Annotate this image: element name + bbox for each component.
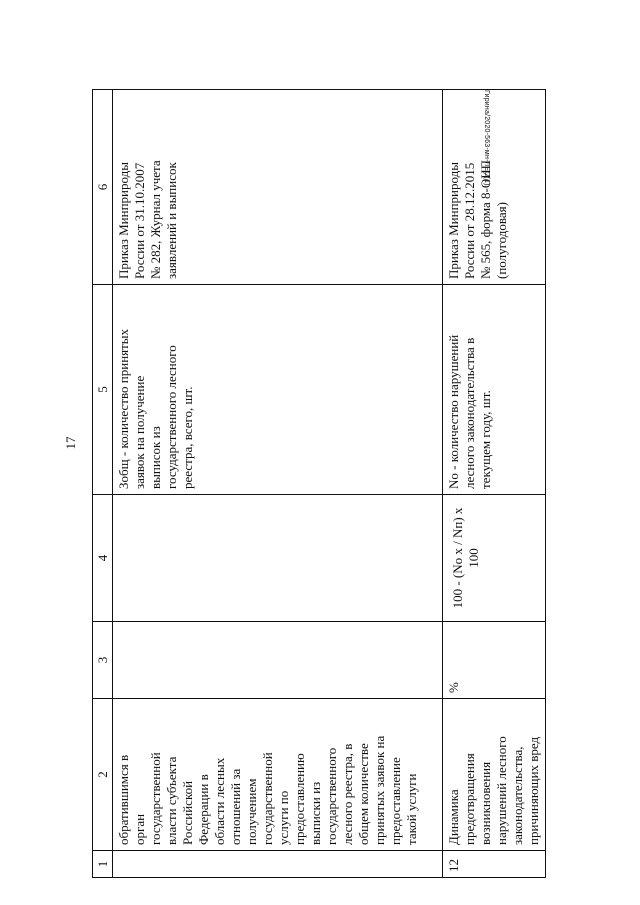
variables-cell: Nо - количество нарушений лесного законодательства в текущем году, шт.: [443, 285, 546, 495]
header-cell: 2: [93, 699, 113, 851]
header-cell: 6: [93, 90, 113, 285]
variables-cell: Зобщ - количество принятых заявок на получение выписок из государственного лесного реестра, всего, шт.: [113, 285, 443, 495]
header-cell: 4: [93, 495, 113, 622]
table-header-row: [93, 90, 113, 878]
indicators-table: [92, 89, 546, 878]
source-cell: Приказ Минприроды России от 28.12.2015 № 565, форма 8-ОИП (полугодовая): [443, 90, 546, 285]
row-number-cell: [113, 851, 443, 878]
header-cell: 1: [93, 851, 113, 878]
unit-cell: [113, 622, 443, 699]
header-cell: 5: [93, 285, 113, 495]
rotated-table-wrapper: [92, 90, 541, 878]
table-row: [113, 90, 443, 878]
unit-cell: %: [443, 622, 546, 699]
formula-cell: [113, 495, 443, 622]
page-number: 17: [63, 436, 78, 450]
indicator-name-cell: Динамика предотвращения возникновения нарушений лесного законодательства, причиняющих вред: [443, 699, 546, 851]
row-number-cell: 12: [443, 851, 546, 878]
formula-cell: [443, 495, 546, 622]
indicator-name-cell: обратившимся в орган государственной власти субъекта Российской Федерации в области лесных отношений за получением государственной услуги по предоставлению выписки из государственного лесного реестра, в общем количестве принятых заявок на предоставление такой услуги: [113, 699, 443, 851]
document-code: Гирина/2020-563-мн-ЛЕС(1): [483, 90, 490, 186]
table-row: [443, 90, 546, 878]
header-cell: 3: [93, 622, 113, 699]
source-cell: Приказ Минприроды России от 31.10.2007 № 282, Журнал учета заявлений и выписок: [113, 90, 443, 285]
formula-text: 100 - (Nо x / Nп) x 100: [450, 507, 481, 609]
